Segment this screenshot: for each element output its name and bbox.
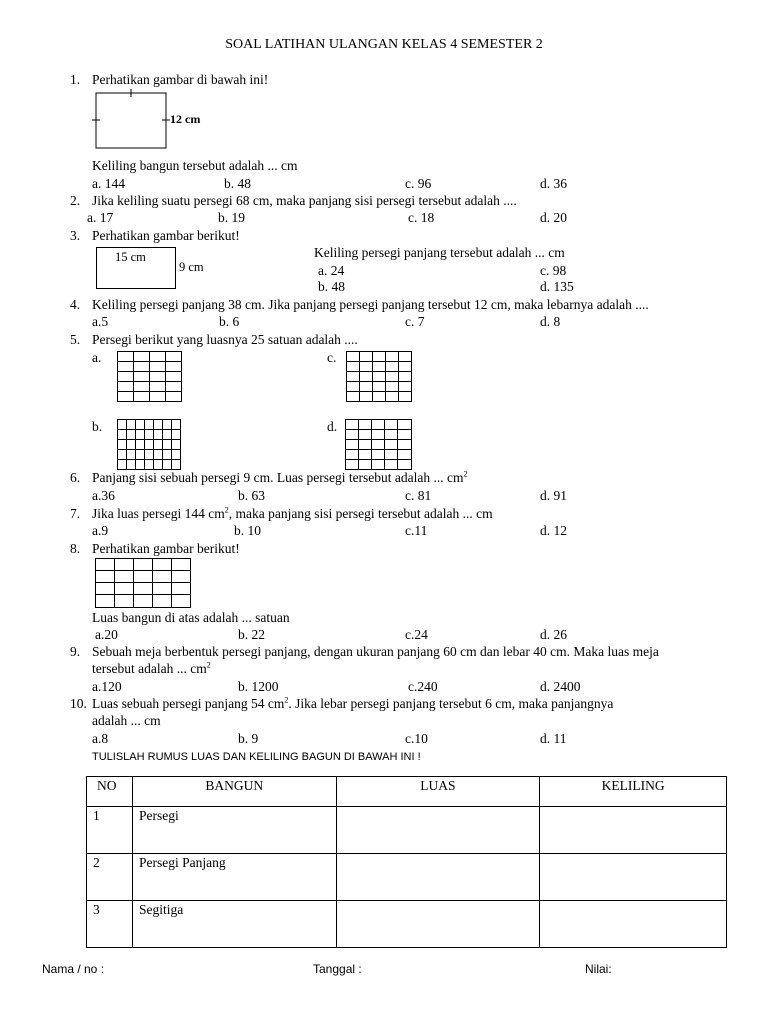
q3-option-d[interactable]: d. 135: [540, 279, 574, 294]
q5-text: Persegi berikut yang luasnya 25 satuan adalah ....: [92, 332, 358, 347]
q1-option-d[interactable]: d. 36: [540, 176, 567, 191]
q1-text: Perhatikan gambar di bawah ini!: [92, 72, 269, 87]
q6-option-b[interactable]: b. 63: [238, 488, 265, 503]
q7-text-pre: Jika luas persegi 144 cm: [92, 506, 225, 521]
q3-question: Keliling persegi panjang tersebut adalah ... cm: [314, 245, 565, 260]
q10-text-post: . Jika lebar persegi panjang tersebut 6 cm, maka panjangnya: [288, 696, 614, 711]
q10-option-c[interactable]: c.10: [405, 731, 428, 746]
q9-text-line1: Sebuah meja berbentuk persegi panjang, dengan ukuran panjang 60 cm dan lebar 40 cm. Maka luas meja: [92, 644, 659, 659]
row-shape: Segitiga: [132, 901, 336, 948]
q2-option-a[interactable]: a. 17: [87, 210, 114, 225]
q2-option-b[interactable]: b. 19: [218, 210, 245, 225]
q3-text: Perhatikan gambar berikut!: [92, 228, 240, 243]
row-luas-cell[interactable]: [336, 901, 540, 948]
q4-option-a[interactable]: a.5: [92, 314, 109, 329]
q10-text-pre: Luas sebuah persegi panjang 54 cm: [92, 696, 285, 711]
q5-option-a[interactable]: a.: [92, 350, 102, 365]
table-row: [87, 901, 727, 948]
footer-score-label: Nilai:: [585, 962, 612, 976]
q6-text-main: Panjang sisi sebuah persegi 9 cm. Luas persegi tersebut adalah ... cm: [92, 470, 464, 485]
q5-grid-a: [117, 351, 182, 402]
q7-text: [92, 506, 493, 522]
q6-option-c[interactable]: c. 81: [405, 488, 432, 503]
q6-text: [92, 470, 468, 486]
q1-option-c[interactable]: c. 96: [405, 176, 432, 191]
q10-text-line1: [92, 696, 613, 712]
q8-option-d[interactable]: d. 26: [540, 627, 567, 642]
row-luas-cell[interactable]: [336, 807, 540, 854]
q4-option-d[interactable]: d. 8: [540, 314, 561, 329]
header-no: NO: [87, 777, 133, 807]
row-number: 3: [87, 901, 133, 948]
q2-option-c[interactable]: c. 18: [408, 210, 435, 225]
q9-option-a[interactable]: a.120: [92, 679, 122, 694]
row-luas-cell[interactable]: [336, 854, 540, 901]
q5-number: 5.: [70, 332, 81, 347]
q2-text: Jika keliling suatu persegi 68 cm, maka panjang sisi persegi tersebut adalah ....: [92, 193, 517, 208]
table-row: [87, 854, 727, 901]
q5-option-d[interactable]: d.: [327, 419, 338, 434]
q10-option-a[interactable]: a.8: [92, 731, 109, 746]
footer-name-label: Nama / no :: [42, 962, 105, 976]
q10-option-b[interactable]: b. 9: [238, 731, 259, 746]
q3-width-label: 9 cm: [179, 260, 204, 274]
q3-number: 3.: [70, 228, 81, 243]
q9-text-line2: [92, 661, 211, 677]
footer-date-label: Tanggal :: [313, 962, 362, 976]
q4-text: Keliling persegi panjang 38 cm. Jika panjang persegi panjang tersebut 12 cm, maka lebarnya adalah ....: [92, 297, 649, 312]
q4-option-b[interactable]: b. 6: [219, 314, 240, 329]
q7-text-post: , maka panjang sisi persegi tersebut adalah ... cm: [228, 506, 493, 521]
q1-option-a[interactable]: a. 144: [92, 176, 125, 191]
q5-grid-b: [117, 419, 181, 470]
q3-option-a[interactable]: a. 24: [318, 263, 345, 278]
q6-option-d[interactable]: d. 91: [540, 488, 567, 503]
q4-option-c[interactable]: c. 7: [405, 314, 425, 329]
q1-option-b[interactable]: b. 48: [224, 176, 251, 191]
row-keliling-cell[interactable]: [540, 854, 727, 901]
q4-number: 4.: [70, 297, 81, 312]
q5-option-b[interactable]: b.: [92, 419, 103, 434]
row-shape: Persegi: [132, 807, 336, 854]
q9-text-line2-main: tersebut adalah ... cm: [92, 661, 207, 676]
q5-grid-c: [346, 351, 412, 402]
q1-square-figure: [92, 86, 167, 148]
q9-superscript: 2: [206, 660, 211, 670]
q6-option-a[interactable]: a.36: [92, 488, 115, 503]
q6-superscript: 2: [463, 469, 468, 479]
q7-option-a[interactable]: a.9: [92, 523, 109, 538]
header-luas: LUAS: [336, 777, 540, 807]
q1-figure-label: 12 cm: [170, 112, 201, 126]
q1-number: 1.: [70, 72, 81, 87]
q10-superscript: 2: [284, 695, 289, 705]
q7-option-b[interactable]: b. 10: [234, 523, 261, 538]
header-bangun: BANGUN: [132, 777, 336, 807]
page-title: SOAL LATIHAN ULANGAN KELAS 4 SEMESTER 2: [225, 37, 543, 52]
row-number: 1: [87, 807, 133, 854]
q5-grid-d: [345, 419, 412, 470]
row-keliling-cell[interactable]: [540, 901, 727, 948]
formula-table: [86, 776, 727, 948]
q3-option-c[interactable]: c. 98: [540, 263, 567, 278]
q8-option-a[interactable]: a.20: [95, 627, 118, 642]
q8-number: 8.: [70, 541, 81, 556]
table-row: [87, 807, 727, 854]
table-header-row: [87, 777, 727, 807]
q6-number: 6.: [70, 470, 81, 485]
q5-option-c[interactable]: c.: [327, 350, 337, 365]
q8-option-b[interactable]: b. 22: [238, 627, 265, 642]
q8-option-c[interactable]: c.24: [405, 627, 428, 642]
row-keliling-cell[interactable]: [540, 807, 727, 854]
q2-option-d[interactable]: d. 20: [540, 210, 567, 225]
q9-option-c[interactable]: c.240: [408, 679, 438, 694]
q7-number: 7.: [70, 506, 81, 521]
q1-question: Keliling bangun tersebut adalah ... cm: [92, 158, 298, 173]
q9-option-d[interactable]: d. 2400: [540, 679, 581, 694]
q10-option-d[interactable]: d. 11: [540, 731, 567, 746]
table-instruction: TULISLAH RUMUS LUAS DAN KELILING BAGUN DI BAWAH INI !: [92, 751, 421, 763]
q9-number: 9.: [70, 644, 81, 659]
q2-number: 2.: [70, 193, 81, 208]
row-number: 2: [87, 854, 133, 901]
q9-option-b[interactable]: b. 1200: [238, 679, 279, 694]
q8-text: Perhatikan gambar berikut!: [92, 541, 240, 556]
q8-question: Luas bangun di atas adalah ... satuan: [92, 610, 290, 625]
q7-option-c[interactable]: c.11: [405, 523, 428, 538]
q3-option-b[interactable]: b. 48: [318, 279, 345, 294]
q7-option-d[interactable]: d. 12: [540, 523, 567, 538]
q8-grid-figure: [95, 558, 191, 608]
q10-number: 10.: [70, 696, 87, 711]
q3-length-label: 15 cm: [115, 250, 146, 264]
q10-text-line2: adalah ... cm: [92, 713, 161, 728]
row-shape: Persegi Panjang: [132, 854, 336, 901]
header-keliling: KELILING: [540, 777, 727, 807]
q7-superscript: 2: [224, 505, 229, 515]
